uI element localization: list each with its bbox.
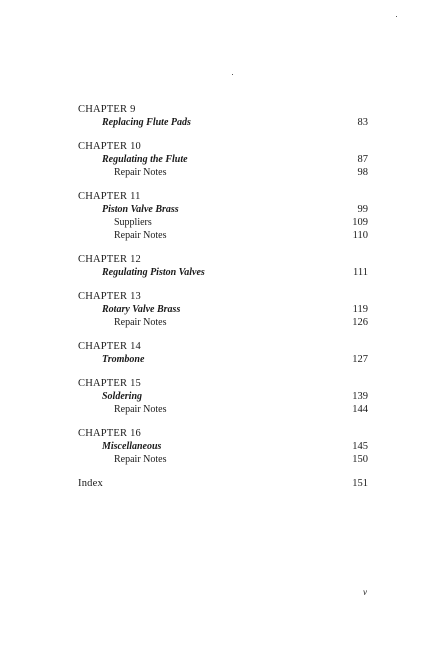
- page-number: 119: [352, 304, 368, 315]
- chapter-label: CHAPTER 15: [78, 378, 141, 389]
- subsection-title: Repair Notes: [114, 230, 167, 241]
- chapter-title-entry: [78, 440, 368, 453]
- page-number: 150: [352, 454, 368, 465]
- chapter-title: Regulating the Flute: [102, 154, 188, 165]
- subsection-title: Repair Notes: [114, 317, 167, 328]
- chapter-title: Replacing Flute Pads: [102, 117, 191, 128]
- subsection-entry: [78, 453, 368, 466]
- chapter-block: [78, 427, 368, 466]
- chapter-title-entry: [78, 303, 368, 316]
- page-number: 83: [357, 117, 368, 128]
- subsection-entry: [78, 316, 368, 329]
- chapter-title: Piston Valve Brass: [102, 204, 179, 215]
- chapter-title-entry: [78, 116, 368, 129]
- subsection-title: Repair Notes: [114, 454, 167, 465]
- subsection-title: Suppliers: [114, 217, 152, 228]
- chapter-title-entry: [78, 153, 368, 166]
- subsection-entry: [78, 403, 368, 416]
- page-number: 144: [352, 404, 368, 415]
- chapter-title-entry: [78, 203, 368, 216]
- chapter-title: Rotary Valve Brass: [102, 304, 181, 315]
- chapter-title: Soldering: [102, 391, 143, 402]
- scan-speck: [232, 74, 233, 75]
- chapter-label: CHAPTER 16: [78, 428, 141, 439]
- chapter-title: Regulating Piston Valves: [102, 267, 205, 278]
- chapter-heading-row: [78, 377, 368, 390]
- chapter-block: [78, 377, 368, 416]
- chapter-label: CHAPTER 11: [78, 191, 141, 202]
- chapter-heading-row: [78, 190, 368, 203]
- chapter-block: [78, 340, 368, 366]
- chapter-title: Miscellaneous: [102, 441, 162, 452]
- index-page-number: 151: [352, 478, 368, 489]
- page-number: 126: [352, 317, 368, 328]
- chapter-heading-row: [78, 427, 368, 440]
- page-number: 127: [352, 354, 368, 365]
- page-number: 98: [357, 167, 368, 178]
- chapter-label: CHAPTER 10: [78, 141, 141, 152]
- subsection-title: Repair Notes: [114, 404, 167, 415]
- chapter-block: [78, 253, 368, 279]
- subsection-entry: [78, 166, 368, 179]
- index-title: Index: [78, 478, 103, 489]
- chapter-title-entry: [78, 353, 368, 366]
- table-of-contents: [78, 103, 368, 490]
- chapter-block: [78, 103, 368, 129]
- chapter-block: [78, 140, 368, 179]
- page-number: 87: [357, 154, 368, 165]
- chapter-title-entry: [78, 390, 368, 403]
- chapter-heading-row: [78, 340, 368, 353]
- chapter-label: CHAPTER 13: [78, 291, 141, 302]
- chapter-heading-row: [78, 253, 368, 266]
- page-number: 99: [357, 204, 368, 215]
- chapter-label: CHAPTER 9: [78, 104, 136, 115]
- chapter-title: Trombone: [102, 354, 145, 365]
- scan-speck: [396, 16, 397, 17]
- chapter-block: [78, 190, 368, 242]
- chapter-label: CHAPTER 14: [78, 341, 141, 352]
- chapter-title-entry: [78, 266, 368, 279]
- page-folio: v: [363, 587, 367, 597]
- chapter-heading-row: [78, 140, 368, 153]
- subsection-title: Repair Notes: [114, 167, 167, 178]
- page-number: 110: [352, 230, 368, 241]
- chapter-block: [78, 290, 368, 329]
- page-number: 109: [352, 217, 368, 228]
- index-entry: [78, 477, 368, 490]
- chapter-heading-row: [78, 103, 368, 116]
- chapter-list: [78, 103, 368, 466]
- subsection-entry: [78, 216, 368, 229]
- page-number: 111: [353, 267, 368, 278]
- subsection-entry: [78, 229, 368, 242]
- chapter-label: CHAPTER 12: [78, 254, 141, 265]
- chapter-heading-row: [78, 290, 368, 303]
- page-number: 139: [352, 391, 368, 402]
- page-number: 145: [352, 441, 368, 452]
